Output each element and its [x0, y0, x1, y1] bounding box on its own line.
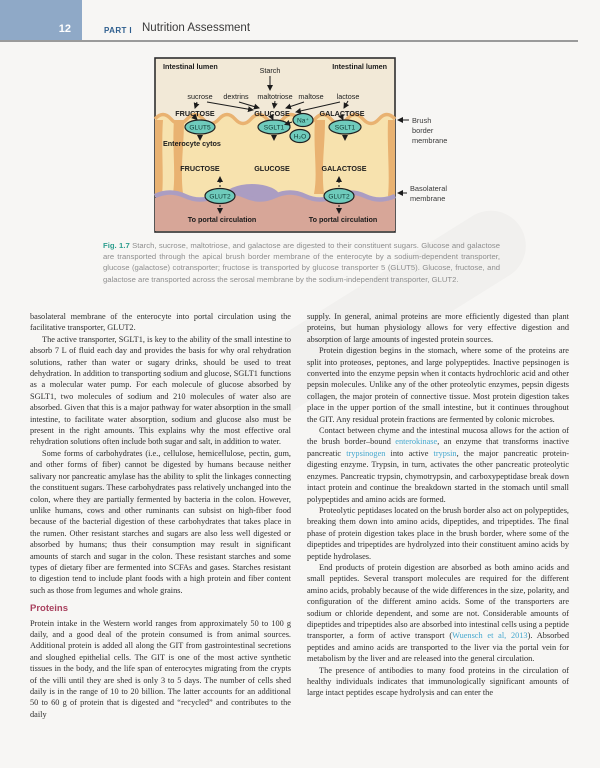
label-starch: Starch: [259, 66, 281, 75]
paragraph-protein-digestion-stomach: Protein digestion begins in the stomach, where some of the proteins are split into proteoses, peptones, and large polypeptides. Inactive pepsinogen is converted into the enzyme pepsin when it contacts hydrochloric acid and other pepsin molecules. Unlike any of the other proteolytic enzymes, pepsin digests collagen, the major protein of connective tissue. Most protein digestion takes place in the upper portion of the small intestine, but it continues throughout the GIT. Any residual protein fractions are fermented by colonic microbes.: [307, 346, 569, 424]
glut5-label: GLUT5: [189, 124, 211, 132]
text-segment: , an enzyme that transforms inactive pancreatic: [307, 437, 569, 458]
glut2-left-label: GLUT2: [209, 193, 231, 201]
glut2-right-label: GLUT2: [328, 193, 350, 201]
proteins-section-heading: Proteins: [30, 603, 69, 615]
body-column-left: [30, 311, 291, 720]
paragraph-protein-supply-continuation: supply. In general, animal proteins are more efficiently digested than plant proteins, but human physiology allows for very effective digestion and absorption of large amounts of ingested protein sources.: [307, 312, 569, 344]
paragraph-food-antibodies: The presence of antibodies to many food proteins in the circulation of healthy individuals indicates that immunologically significant amounts of large intact peptides escape hydrolysis and can enter the: [307, 665, 569, 698]
part-label: PART I: [104, 26, 133, 35]
label-glucose-lumen: GLUCOSE: [254, 109, 290, 118]
page-number-block: [0, 0, 82, 40]
label-basolateral-2: membrane: [410, 194, 446, 203]
sglt1-left-label: SGLT1: [263, 124, 285, 132]
label-brush-border-1: Brush: [412, 116, 432, 125]
paragraph-enterokinase: [307, 425, 569, 505]
text-segment: End products of protein digestion are absorbed as both amino acids and small peptides. Several transport molecules are required for the different amino acids, probably because of the wide differences in the size, polarity, and configuration of the different amino acids. Some of the transporters are sodium or chloride dependent, and some are not. Considerable amounts of dipeptides and tripeptides also are absorbed into intestinal cells using a peptide transporter, a form of active transport (: [307, 562, 569, 641]
label-portal-left: To portal circulation: [187, 215, 257, 224]
figure-1-7-diagram: [152, 56, 485, 236]
wuensch-citation-link[interactable]: Wuensch et al, 2013: [452, 631, 528, 641]
label-maltose: maltose: [298, 92, 324, 101]
paragraph-proteolytic-peptidases: Proteolytic peptidases located on the brush border also act on polypeptides, breaking them down into amino acids, dipeptides, and tripeptides. The final phase of protein digestion takes place in the brush border, where some of the dipeptides and tripeptides are hydrolyzed into their constituent amino acids by peptide hydrolases.: [307, 505, 569, 561]
trypsin-link[interactable]: trypsin: [433, 448, 457, 458]
label-intestinal-lumen-left: Intestinal lumen: [163, 62, 218, 71]
villus-column-left-edge: [155, 120, 163, 196]
label-intestinal-lumen-right: Intestinal lumen: [332, 62, 387, 71]
text-segment: ). Absorbed peptides and amino acids are transported to the liver via the portal vein for metabolism by the liver and are released into the general circulation.: [307, 631, 570, 664]
body-column-right: [307, 311, 569, 699]
label-basolateral-1: Basolateral: [410, 184, 447, 193]
label-sucrose: sucrose: [187, 92, 213, 101]
text-segment: Contact between chyme and the intestinal mucosa allows for the action of the brush border–bound: [307, 426, 569, 447]
label-enterocyte-cytosol: Enterocyte cytos: [163, 139, 221, 148]
header-rule: [0, 40, 578, 42]
label-brush-border-2: border: [412, 126, 434, 135]
text-segment: into active: [385, 448, 434, 458]
label-galactose-lumen: GALACTOSE: [319, 109, 365, 118]
text-segment: , the major pancreatic protein-digesting enzyme. Trypsin, in turn, activates the other pancreatic proteolytic enzymes. Pancreatic trypsin, chymotrypsin, and carboxypeptidase break down intact protein and continue the breakdown started in the stomach until small polypeptides and amino acids are formed.: [307, 448, 569, 504]
label-brush-border-3: membrane: [412, 136, 448, 145]
label-maltotriose: maltotriose: [257, 92, 293, 101]
label-galactose-cytosol: GALACTOSE: [321, 164, 367, 173]
label-portal-right: To portal circulation: [308, 215, 378, 224]
label-dextrins: dextrins: [223, 92, 249, 101]
sodium-ion-label: Na⁺: [297, 117, 309, 125]
paragraph-glut2-continuation: basolateral membrane of the enterocyte into portal circulation using the facilitative transporter, GLUT2.: [30, 312, 291, 333]
water-molecule-label: H₂O: [293, 133, 307, 141]
paragraph-protein-absorption: [307, 562, 569, 665]
label-fructose-cytosol: FRUCTOSE: [180, 164, 220, 173]
paragraph-protein-intake: Protein intake in the Western world ranges from approximately 50 to 100 g daily, and a good deal of the protein consumed is from animal sources. Additional protein is added all along the GIT from gastrointestinal secretions and sloughed epithelial cells. The GIT is one of the most active synthetic tissues in the body, and the life span of enterocytes migrating from the crypts of the villi until they are shed is only 3 to 5 days. The number of cells shed daily is in the range of 10 to 20 billion. The latter accounts for an additional 50 to 60 g of protein that is digested and “recycled” and contributes to the daily: [30, 618, 291, 719]
figure-caption-text: Starch, sucrose, maltotriose, and galactose are digested to their constituent sugars. Glucose and galactose are transported through the apical brush border membrane of the enterocyte by a sodium-dependent transporter, glucose (galactose) cotransporter; fructose is transported by glucose transporter 5 (GLUT5). Glucose, fructose, and galactose are transported across the serosal membrane by the sodium-independent transporter, GLUT2.: [103, 241, 500, 284]
part-title: Nutrition Assessment: [142, 22, 251, 34]
sglt1-right-label: SGLT1: [334, 124, 356, 132]
enterokinase-link[interactable]: enterokinase: [395, 437, 438, 447]
paragraph-fiber-carbohydrates: Some forms of carbohydrates (i.e., cellulose, hemicellulose, pectin, gum, and other forms of fiber) cannot be digested by humans because neither salivary nor pancreatic amylase has the ability to split the linkages connecting the constituent sugars. These carbohydrates pass relatively unchanged into the colon, where they are partially fermented by bacteria in the colon. However, unlike humans, cows and other ruminants can subsist on high-fiber food because of the bacterial digestion of these carbohydrates that takes place in the rumen. Other resistant starches and sugars are also less well digested or absorbed by humans; thus their consumption may result in significant amounts of starch and sugar in the colon. These resistant starches and some types of dietary fiber are fermented into SCFAs and gases. Starches resistant to digestion tend to include plant foods with a high protein and fiber content such as those from legumes and whole grains.: [30, 448, 291, 595]
figure-caption: [103, 240, 500, 285]
trypsinogen-link[interactable]: trypsinogen: [346, 448, 386, 458]
figure-caption-label: Fig. 1.7: [103, 241, 130, 250]
label-fructose-lumen: FRUCTOSE: [175, 109, 215, 118]
label-lactose: lactose: [336, 92, 360, 101]
paragraph-sglt1-water-pump: The active transporter, SGLT1, is key to the ability of the small intestine to absorb 7 L of fluid each day and provides the basis for why oral rehydration solutions, rather than water or sugary drinks, should be used to treat dehydration. In addition to transporting sodium and glucose, SGLT1 functions as a molecular water pump. For each molecule of glucose absorbed by SGLT1, two molecules of sodium and 210 molecules of water also are absorbed. Given that this is a major pathway for water absorption in the small intestine, to facilitate water absorption, sodium and glucose also must be present in the right amounts. This explains why the most effective oral rehydration solutions often include both sugar and salt, in addition to water.: [30, 334, 291, 447]
page-number: 12: [58, 23, 71, 35]
digestion-diagram-svg: [152, 56, 485, 236]
label-glucose-cytosol: GLUCOSE: [254, 164, 290, 173]
villus-column-right-edge: [388, 120, 395, 196]
